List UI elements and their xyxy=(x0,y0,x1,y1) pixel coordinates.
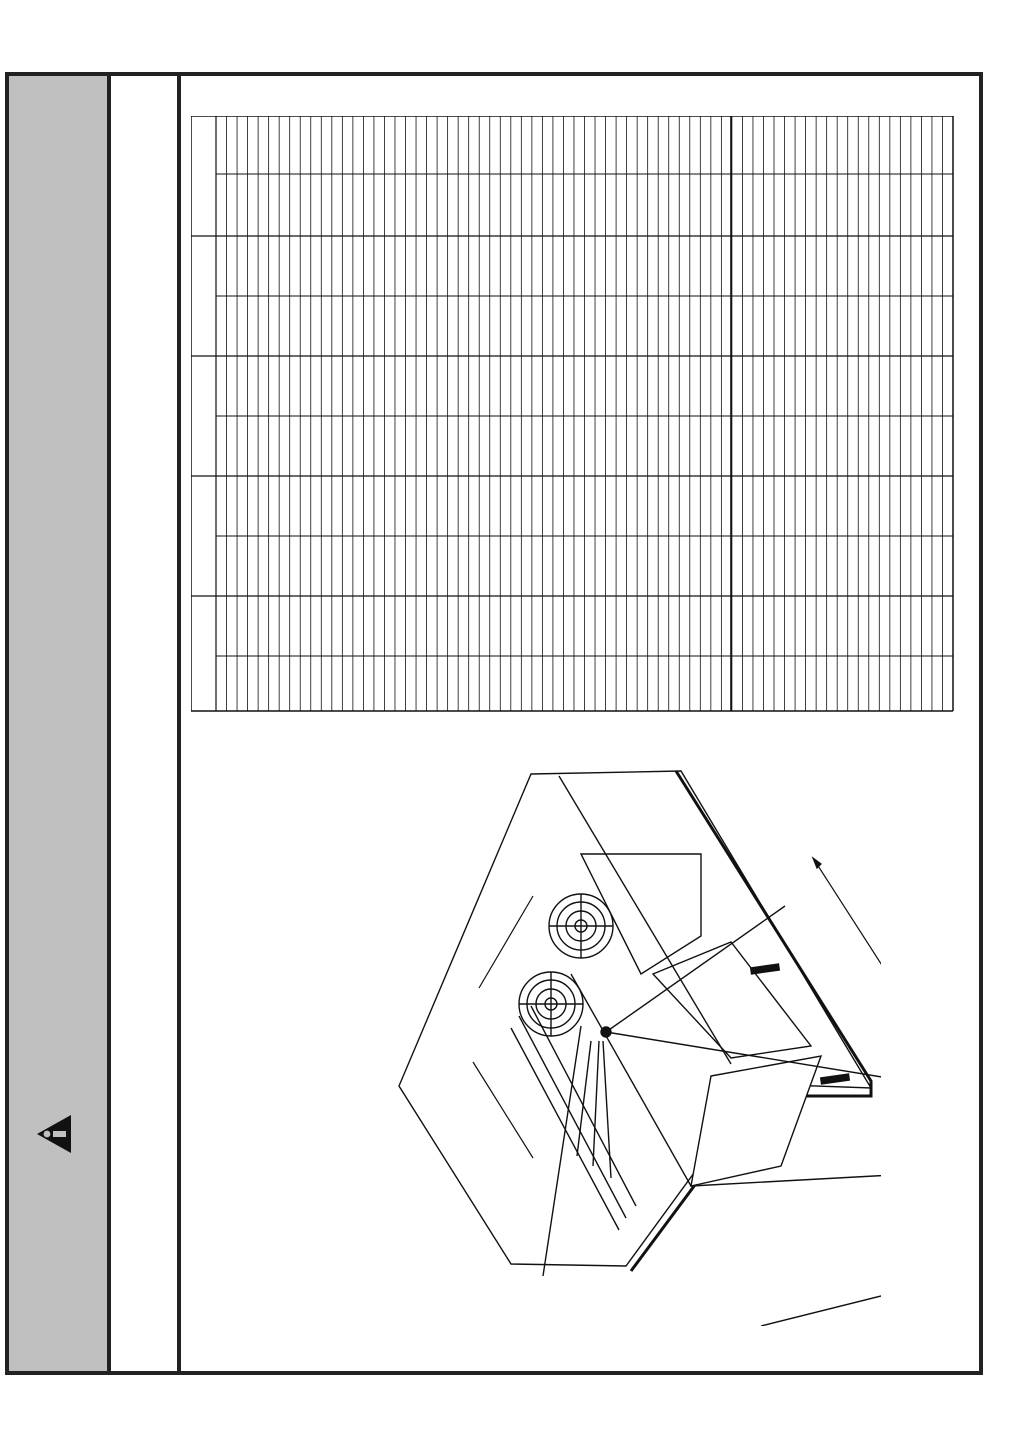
end-panel xyxy=(691,1174,881,1326)
section-tab xyxy=(9,76,111,1371)
content-area xyxy=(181,76,979,1371)
front-panel-right xyxy=(691,1056,821,1186)
margin-column xyxy=(111,76,181,1371)
unit-illustration xyxy=(281,766,881,1326)
spec-table xyxy=(191,116,981,726)
unit-top-panel xyxy=(399,771,871,1266)
condenser-fan-2-icon xyxy=(519,972,583,1036)
condenser-fan-1-icon xyxy=(549,894,613,958)
warning-triangle-icon xyxy=(33,1111,73,1157)
page-frame xyxy=(5,72,983,1375)
